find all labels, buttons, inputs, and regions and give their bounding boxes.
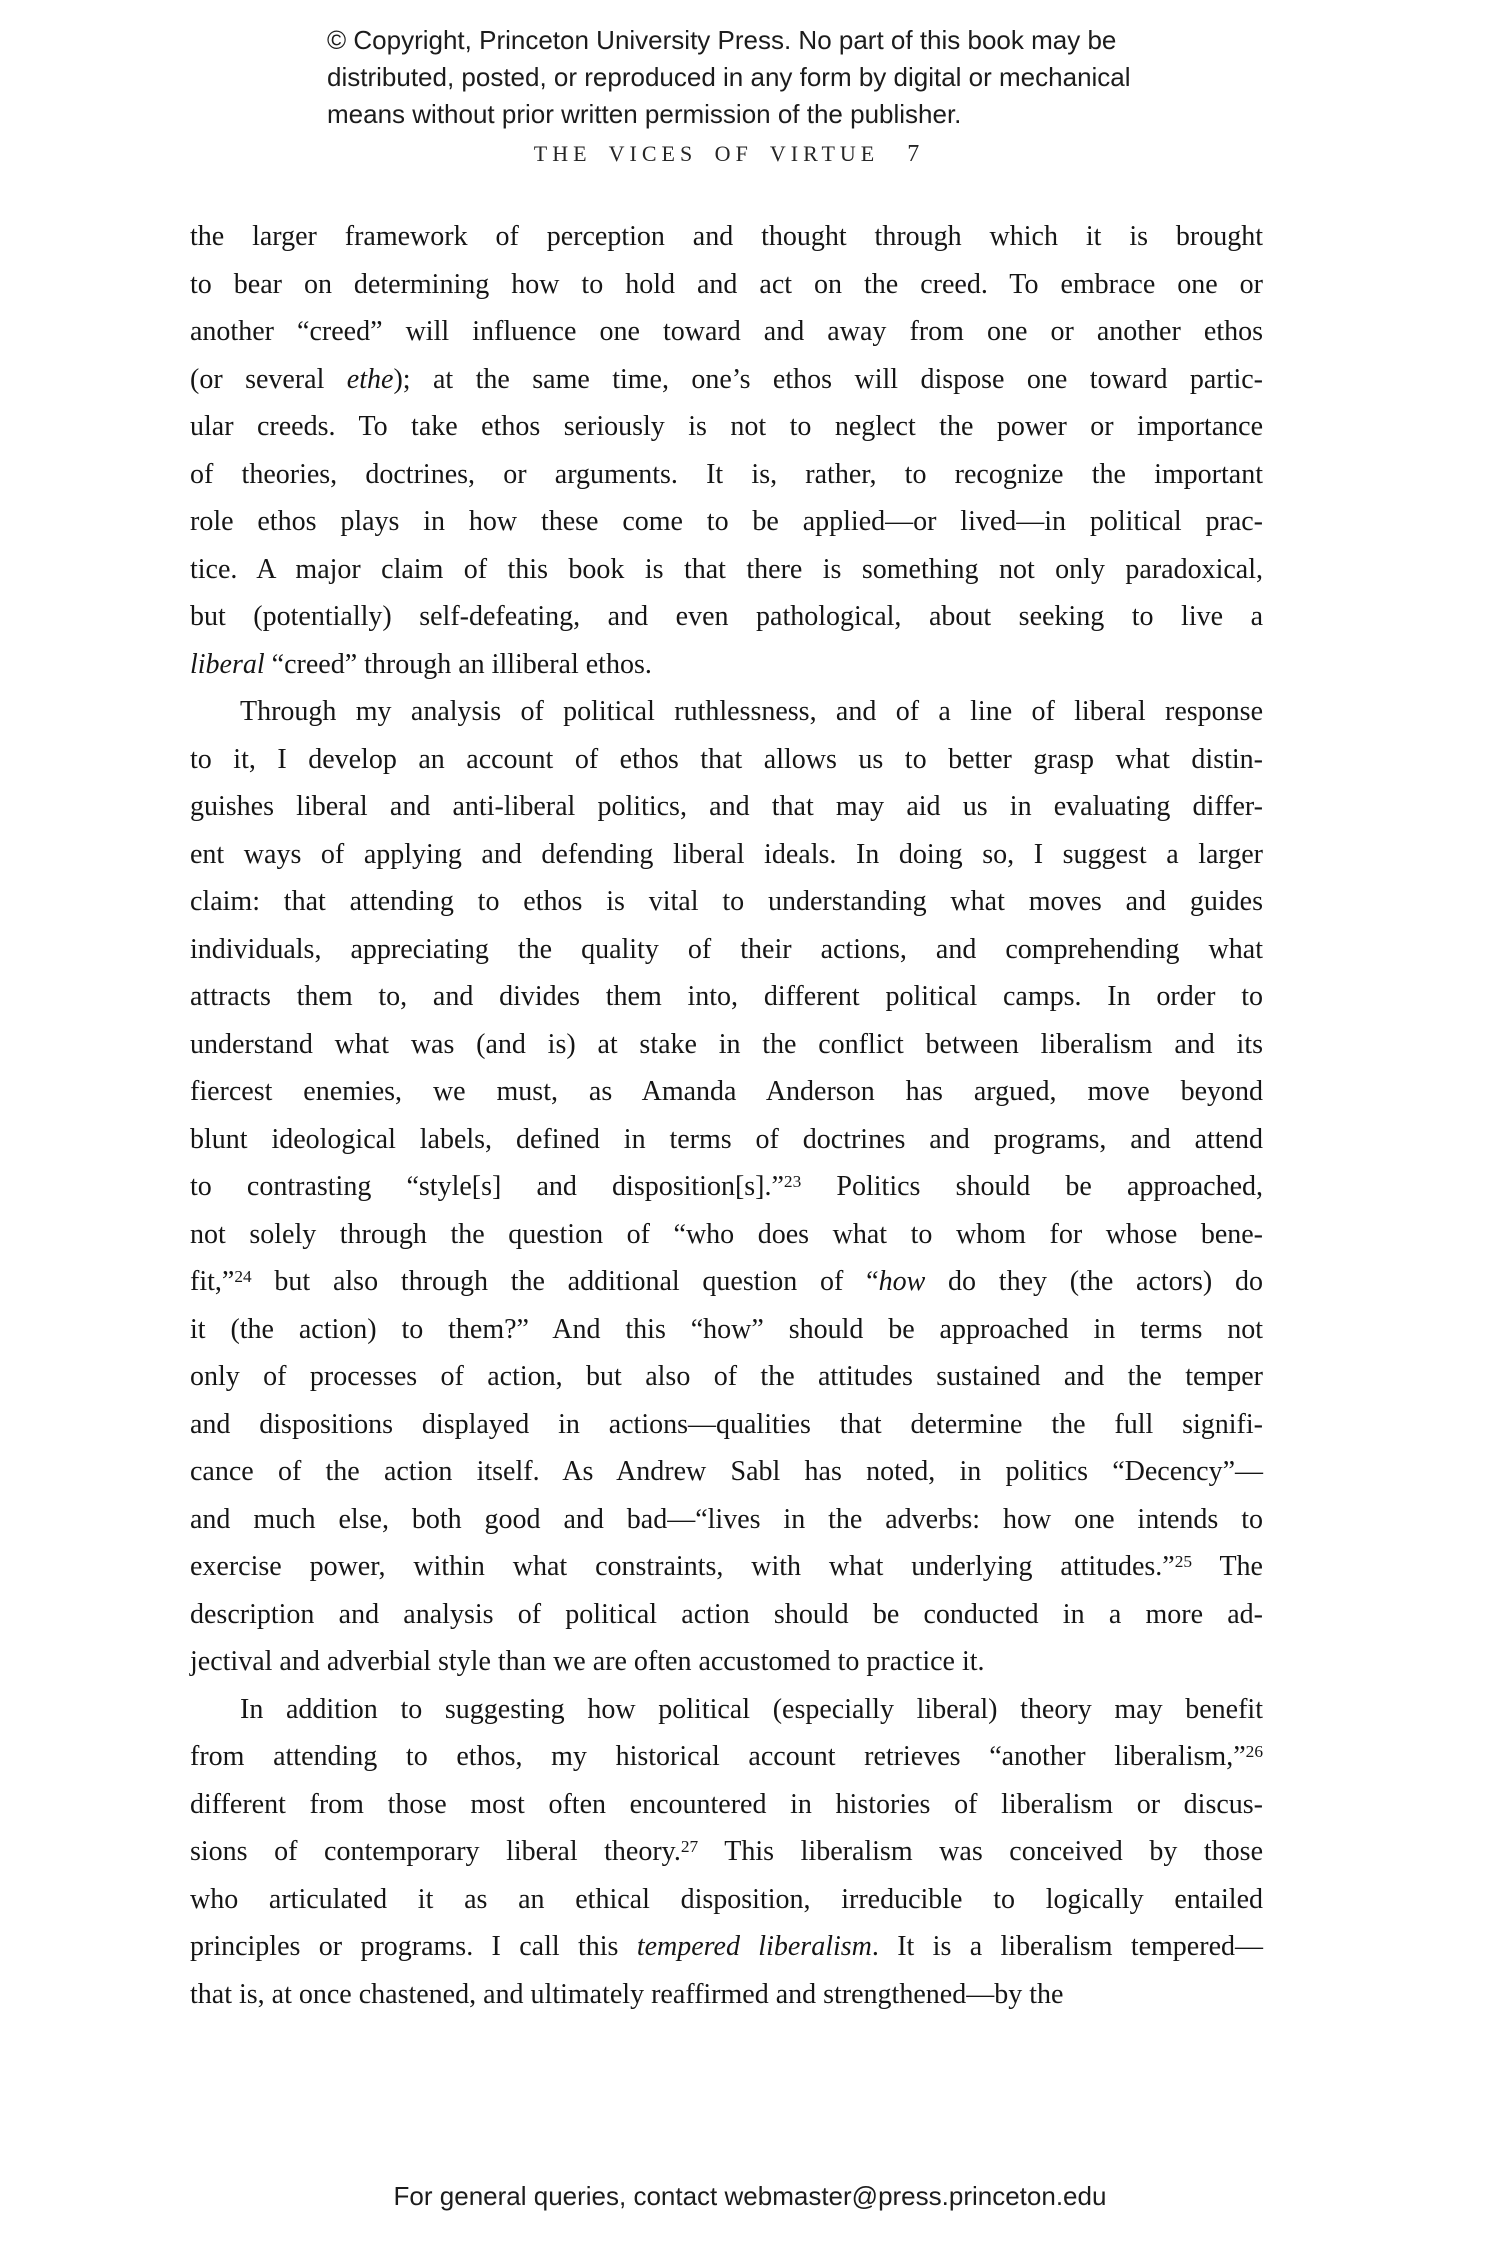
text-segment: and much else, both good and bad—“lives in the adverbs: how one intends to — [190, 1503, 1263, 1535]
text-segment: that is, at once chastened, and ultimately reaffirmed and strengthened—by the — [190, 1978, 1064, 2010]
text-segment: to bear on determining how to hold and act on the creed. To embrace one or — [190, 268, 1263, 300]
text-segment: Politics should be approached, — [801, 1171, 1263, 1202]
text-segment: tempered liberalism — [636, 1931, 872, 1962]
text-line — [190, 1543, 1263, 1591]
text-line — [190, 641, 1263, 689]
text-segment: only of processes of action, but also of the attitudes sustained and the temper — [190, 1361, 1263, 1392]
text-segment: attracts them to, and divides them into, different political camps. In order to — [190, 981, 1263, 1012]
text-line — [190, 1638, 1263, 1686]
text-line — [190, 1591, 1263, 1639]
text-segment: but (potentially) self-defeating, and even pathological, about seeking to live a — [190, 601, 1263, 632]
text-segment: In addition to suggesting how political (especially liberal) theory may benefit — [240, 1693, 1263, 1725]
text-line — [190, 1116, 1263, 1164]
text-segment: do they (the actors) do — [925, 1266, 1263, 1297]
text-line — [190, 498, 1263, 546]
text-segment: sions of contemporary liberal theory. — [190, 1836, 681, 1867]
text-line — [190, 593, 1263, 641]
text-segment: and dispositions displayed in actions—qualities that determine the full signifi- — [190, 1408, 1263, 1440]
text-line — [190, 261, 1263, 309]
footer-text: For general queries, contact — [393, 2181, 725, 2211]
text-segment: The — [1192, 1551, 1263, 1582]
copyright-line-3: means without prior written permission of the publisher. — [327, 99, 962, 129]
text-segment: from attending to ethos, my historical account retrieves “another liberalism,” — [190, 1741, 1246, 1772]
paragraph — [190, 213, 1263, 688]
text-segment: to it, I develop an account of ethos that allows us to better grasp what distin- — [190, 743, 1263, 775]
text-segment: understand what was (and is) at stake in the conflict between liberalism and its — [190, 1028, 1263, 1060]
text-segment: who articulated it as an ethical disposition, irreducible to logically entailed — [190, 1883, 1263, 1915]
text-line — [190, 926, 1263, 974]
text-line — [190, 1258, 1263, 1306]
running-head-title: THE VICES OF VIRTUE — [533, 141, 880, 166]
copyright-line-2: distributed, posted, or reproduced in any form by digital or mechanical — [327, 62, 1131, 92]
text-segment: ); at the same time, one’s ethos will dispose one toward partic- — [393, 363, 1263, 395]
text-line — [190, 403, 1263, 451]
text-segment: tice. A major claim of this book is that there is something not only paradoxical, — [190, 553, 1263, 585]
copyright-line-1: © Copyright, Princeton University Press. No part of this book may be — [327, 25, 1117, 55]
text-line — [190, 1923, 1263, 1971]
text-segment: . It is a liberalism tempered— — [871, 1931, 1263, 1962]
text-line — [190, 356, 1263, 404]
text-segment: “creed” through an illiberal ethos. — [264, 648, 652, 680]
webmaster-email-link[interactable]: webmaster@press.princeton.edu — [724, 2181, 1107, 2211]
text-line — [190, 1828, 1263, 1876]
footnote-reference: 25 — [1174, 1551, 1193, 1571]
text-segment: description and analysis of political action should be conducted in a more ad- — [190, 1598, 1263, 1630]
text-line — [190, 1306, 1263, 1354]
text-segment: different from those most often encountered in histories of liberalism or discus- — [190, 1788, 1263, 1820]
text-line — [190, 973, 1263, 1021]
text-segment: This liberalism was conceived by those — [698, 1836, 1263, 1867]
text-segment: fit,” — [190, 1266, 235, 1297]
text-line — [190, 736, 1263, 784]
text-line — [190, 831, 1263, 879]
text-segment: principles or programs. I call this — [190, 1931, 637, 1962]
text-segment: another “creed” will influence one toward and away from one or another ethos — [190, 316, 1263, 347]
text-segment: blunt ideological labels, defined in terms of doctrines and programs, and attend — [190, 1123, 1263, 1155]
text-line — [190, 1021, 1263, 1069]
copyright-notice — [327, 22, 1131, 133]
text-line — [190, 308, 1263, 356]
text-line — [190, 546, 1263, 594]
text-line — [190, 1353, 1263, 1401]
text-segment: not solely through the question of “who does what to whom for whose bene- — [190, 1218, 1263, 1250]
text-segment: guishes liberal and anti-liberal politics, and that may aid us in evaluating differ- — [190, 791, 1263, 822]
text-segment: it (the action) to them?” And this “how” should be approached in terms not — [190, 1313, 1263, 1345]
footnote-reference: 23 — [783, 1171, 802, 1191]
text-line — [190, 1876, 1263, 1924]
paragraph — [190, 688, 1263, 1686]
text-segment: ent ways of applying and defending liberal ideals. In doing so, I suggest a larger — [190, 838, 1263, 870]
text-segment: but also through the additional question of “ — [251, 1266, 879, 1297]
text-line — [190, 1781, 1263, 1829]
text-line — [190, 451, 1263, 499]
footer — [0, 2181, 1500, 2212]
text-line — [190, 1211, 1263, 1259]
text-line — [190, 213, 1263, 261]
footnote-reference: 26 — [1245, 1741, 1263, 1761]
text-segment: to contrasting “style[s] and disposition[s].” — [190, 1171, 784, 1202]
text-segment: Through my analysis of political ruthlessness, and of a line of liberal response — [240, 696, 1263, 727]
running-head — [190, 141, 1263, 168]
text-line — [190, 1163, 1263, 1211]
text-line — [190, 1496, 1263, 1544]
body-text — [190, 213, 1263, 2018]
text-line — [190, 878, 1263, 926]
text-line — [190, 783, 1263, 831]
text-segment: (or several — [190, 363, 347, 395]
text-segment: how — [878, 1266, 926, 1297]
paragraph — [190, 1686, 1263, 2019]
text-line — [190, 1448, 1263, 1496]
text-segment: exercise power, within what constraints, with what underlying attitudes.” — [190, 1551, 1175, 1582]
text-line — [190, 688, 1263, 736]
text-segment: individuals, appreciating the quality of their actions, and comprehending what — [190, 933, 1263, 965]
text-line — [190, 1733, 1263, 1781]
footnote-reference: 27 — [680, 1836, 699, 1856]
text-line — [190, 1971, 1263, 2019]
text-segment: ular creeds. To take ethos seriously is not to neglect the power or importance — [190, 411, 1263, 442]
text-segment: cance of the action itself. As Andrew Sabl has noted, in politics “Decency”— — [190, 1456, 1263, 1487]
text-segment: the larger framework of perception and thought through which it is brought — [190, 221, 1263, 252]
text-segment: role ethos plays in how these come to be applied—or lived—in political prac- — [190, 506, 1263, 537]
text-segment: jectival and adverbial style than we are often accustomed to practice it. — [190, 1646, 985, 1677]
text-line — [190, 1686, 1263, 1734]
text-segment: ethe — [346, 363, 394, 395]
text-line — [190, 1401, 1263, 1449]
text-segment: liberal — [190, 648, 265, 680]
page-number: 7 — [907, 141, 920, 167]
text-line — [190, 1068, 1263, 1116]
text-segment: of theories, doctrines, or arguments. It is, rather, to recognize the important — [190, 458, 1263, 490]
text-segment: claim: that attending to ethos is vital to understanding what moves and guides — [190, 886, 1263, 917]
text-segment: fiercest enemies, we must, as Amanda Anderson has argued, move beyond — [190, 1076, 1263, 1107]
footnote-reference: 24 — [234, 1266, 252, 1286]
